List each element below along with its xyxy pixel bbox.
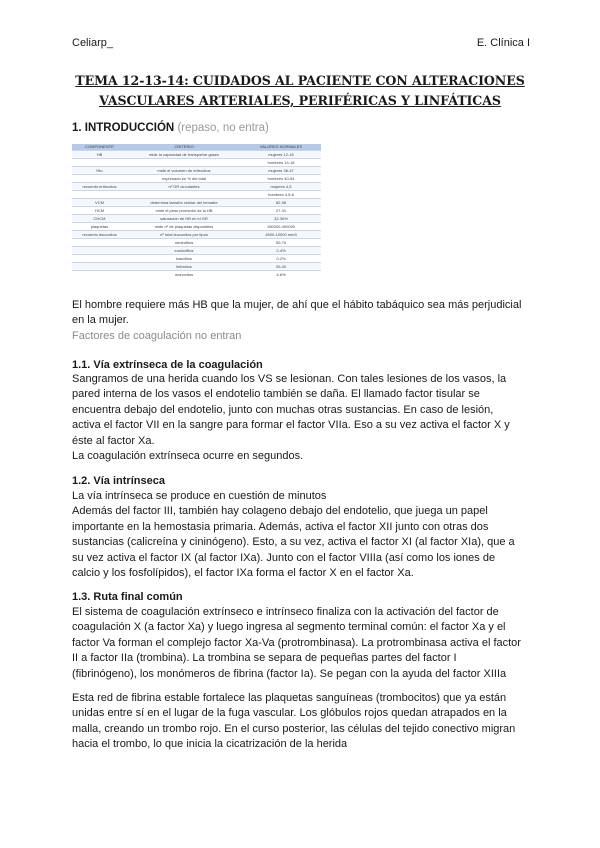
text-line: Además del factor III, también hay colageno debajo del endotelio, que juega un papel: [72, 505, 488, 518]
text-line: El hombre requiere más HB que la mujer, de ahí que el hábito tabáquico sea más perjudicial: [72, 299, 522, 311]
table-cell: eosinófilos: [127, 247, 241, 255]
header-subject: E. Clínica I: [476, 37, 530, 49]
text-line: activa el factor VII en la sangre para formar el factor VIIa. Eso a su vez activa el factor X y: [72, 419, 510, 432]
table-cell: mujeres 12-16: [241, 151, 321, 159]
intro-note: Factores de coagulación no entran: [72, 329, 242, 342]
table-cell: VCM: [72, 199, 127, 207]
table-cell: mide nº de plaquetas disponibles: [127, 223, 241, 231]
table-row: [72, 215, 321, 223]
table-cell: hombres 14-18: [241, 159, 321, 167]
table-cell: hombres 40-54: [241, 175, 321, 183]
table-header-cell: COMPONENTE: [72, 144, 127, 151]
subsection-heading-1-3: 1.3. Ruta final común: [72, 591, 183, 603]
table-cell: hombres 4,5-6: [241, 191, 321, 199]
table-cell: recuento eritrocitos: [72, 183, 127, 191]
table-cell: 20-40: [241, 263, 321, 271]
section-heading-introduccion: [72, 122, 269, 134]
table-cell: 4500-10000 mm3: [241, 231, 321, 239]
table-cell: 32-36%: [241, 215, 321, 223]
paragraph-1-1: [72, 372, 528, 464]
table-cell: [72, 191, 127, 199]
text-line: unidas entre sí en el lugar de la fuga vascular. Los glóbulos rojos quedan atrapados en la: [72, 707, 507, 720]
table-row: [72, 191, 321, 199]
table-row: [72, 247, 321, 255]
text-line: El sistema de coagulación extrínseco e intrínseco finaliza con la activación del factor de: [72, 606, 499, 618]
table-cell: [127, 159, 241, 167]
text-line: malla, creando un trombo rojo. En el curso posterior, las células del tejido conectivo migran: [72, 722, 516, 735]
table-cell: 82-98: [241, 199, 321, 207]
paragraph-1-2: [72, 489, 528, 581]
table-cell: [72, 255, 127, 263]
table-cell: 0-2%: [241, 255, 321, 263]
text-line: pared interna de los vasos el endotelio también se daña. El llamado factor tisular se: [72, 388, 480, 401]
table-row: [72, 151, 321, 159]
text-line: hacia el trombo, lo que inicia la cicatrización de la herida: [72, 738, 348, 751]
table-cell: determina tamaño celular del hematíe: [127, 199, 241, 207]
table-row: [72, 167, 321, 175]
text-line: en la mujer.: [72, 314, 129, 327]
title-line: TEMA 12-13-14: CUIDADOS AL PACIENTE CON ALTERACIONES: [75, 73, 525, 88]
text-line: importante en la hemostasia primaria. Además, activa el factor XII junto con otras dos: [72, 520, 489, 533]
table-row: [72, 271, 321, 279]
table-cell: plaquetas: [72, 223, 127, 231]
table-row: [72, 231, 321, 239]
table-row: [72, 175, 321, 183]
table-cell: [72, 159, 127, 167]
text-line: factor Va forman el complejo factor Xa-Va (protrombinasa). La protrombinasa activa el factor: [72, 636, 521, 649]
table-header-cell: VALORES NORMALES: [241, 144, 321, 151]
text-line: (fibrinógeno), los monómeros de fibrina (factor Ia). Se pegan con la ayuda del factor XIIIa: [72, 667, 507, 680]
text-line: éste al factor Xa.: [72, 434, 155, 447]
table-cell: recuento leucocitos: [72, 231, 127, 239]
table-cell: nº total leucocitos por tipos: [127, 231, 241, 239]
text-line: La coagulación extrínseca ocurre en segundos.: [72, 450, 304, 463]
text-line: La vía intrínseca se produce en cuestión de minutos: [72, 490, 327, 502]
table-row: [72, 199, 321, 207]
table-cell: 50-70: [241, 239, 321, 247]
text-line: coagulación X (a factor Xa) y luego ingresa al segmento terminal común: el factor Xa y el: [72, 621, 506, 634]
document-title: [60, 71, 540, 111]
table-cell: [72, 263, 127, 271]
table-row: [72, 183, 321, 191]
table-cell: saturación de HB en el GR: [127, 215, 241, 223]
table-row: [72, 223, 321, 231]
table-cell: 150000-400000: [241, 223, 321, 231]
intro-paragraph: [72, 298, 528, 344]
text-line: Sangramos de una herida cuando los VS se lesionan. Con tales lesiones de los vasos, la: [72, 373, 507, 385]
paragraph-1-3: [72, 605, 528, 682]
table-cell: neutrófilos: [127, 239, 241, 247]
section-note: (repaso, no entra): [177, 122, 269, 134]
table-cell: [72, 271, 127, 279]
table-cell: HCM: [72, 207, 127, 215]
table-cell: mujeres 36-47: [241, 167, 321, 175]
table-cell: 2-4%: [241, 247, 321, 255]
table-cell: [72, 239, 127, 247]
table-cell: mide el volumen de eritrocitos: [127, 167, 241, 175]
table-cell: [127, 191, 241, 199]
table-cell: basófilos: [127, 255, 241, 263]
table-cell: HB: [72, 151, 127, 159]
table-row: [72, 255, 321, 263]
table-cell: expresado en % del total: [127, 175, 241, 183]
table-cell: CHCM: [72, 215, 127, 223]
table-row: [72, 207, 321, 215]
subsection-heading-1-1: 1.1. Vía extrínseca de la coagulación: [72, 359, 263, 371]
blood-values-table: [72, 144, 321, 278]
table-cell: 27-31: [241, 207, 321, 215]
text-line: II a factor IIa (trombina). La trombina se separa de pequeñas partes del factor I: [72, 652, 457, 665]
table-cell: linfocitos: [127, 263, 241, 271]
text-line: sustancias (calicreína y cininógeno). Esto, a su vez, activa el factor XI (al factor XIa), que a: [72, 536, 515, 549]
table-header-cell: CRITERIO: [127, 144, 241, 151]
table-cell: [72, 175, 127, 183]
table-cell: 4-8%: [241, 271, 321, 279]
text-line: encuentra debajo del endotelio, junto con muchas otras sustancias. En caso de lesión,: [72, 403, 494, 416]
table-row: [72, 263, 321, 271]
title-line: VASCULARES ARTERIALES, PERIFÉRICAS Y LINFÁTICAS: [99, 93, 501, 108]
section-title: 1. INTRODUCCIÓN: [72, 122, 175, 134]
table-cell: mide el peso promedio de la HB: [127, 207, 241, 215]
text-line: su vez activa el factor IX (al factor IXa). Junto con el factor VIIIa (así como los iones de: [72, 551, 496, 564]
table-cell: Hto: [72, 167, 127, 175]
subsection-heading-1-2: 1.2. Vía intrínseca: [72, 475, 165, 487]
table-cell: mujeres 4,5: [241, 183, 321, 191]
table-cell: monocitos: [127, 271, 241, 279]
table-cell: [72, 247, 127, 255]
table-row: [72, 159, 321, 167]
table-cell: mide la capacidad de transportar gases: [127, 151, 241, 159]
paragraph-1-3-continued: [72, 691, 528, 753]
table-row: [72, 239, 321, 247]
header-author: Celiarp_: [72, 37, 113, 49]
text-line: calcio y los fosfolípidos), el factor IXa forma el factor X en el factor Xa.: [72, 567, 414, 580]
table-cell: nº GR circulantes: [127, 183, 241, 191]
text-line: Esta red de fibrina estable fortalece las plaquetas sanguíneas (trombocitos) que ya están: [72, 692, 507, 704]
